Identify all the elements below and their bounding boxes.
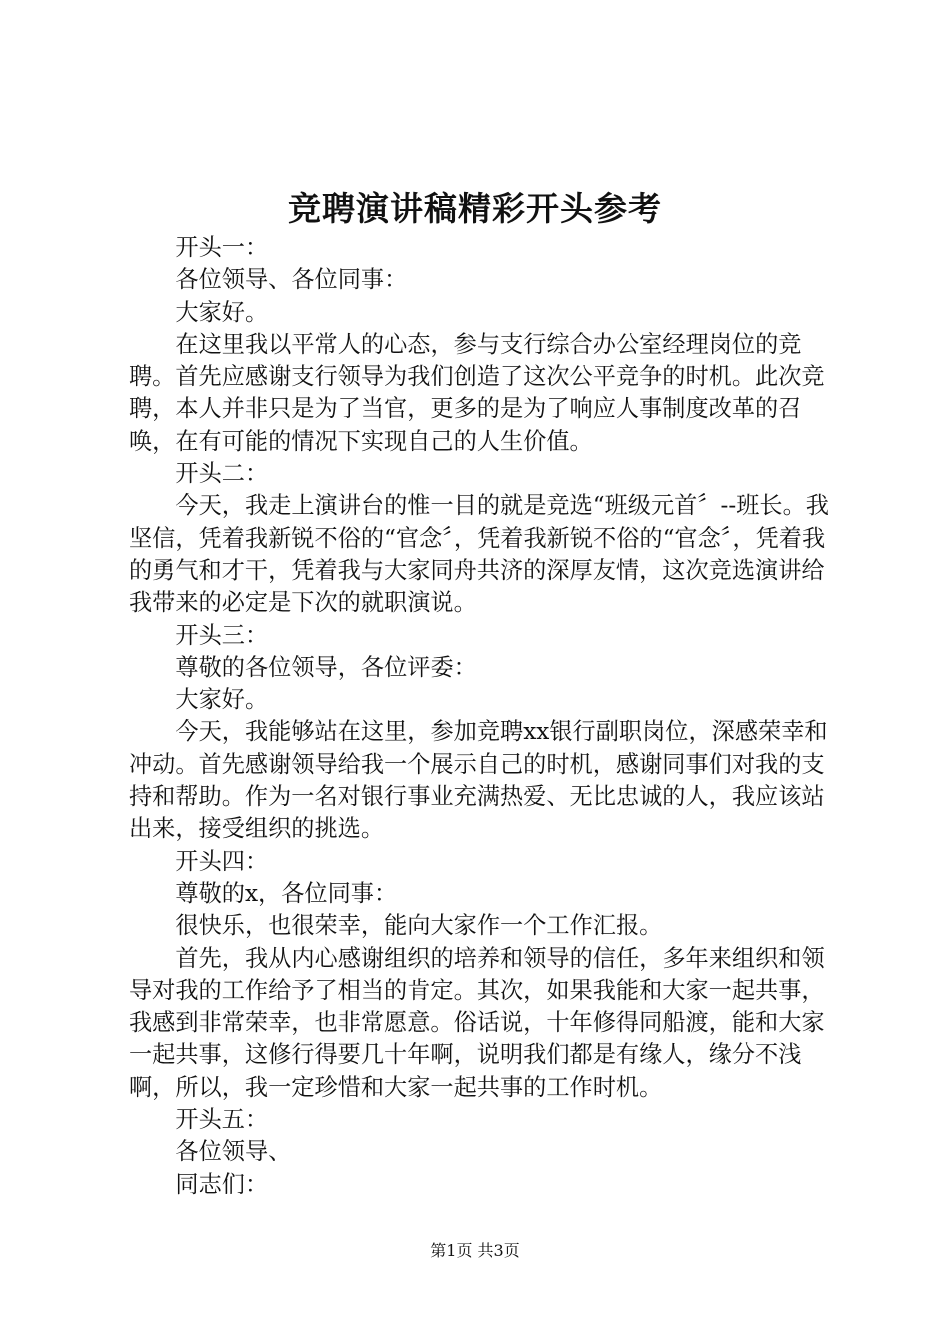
document-body — [129, 232, 835, 1201]
paragraph: 开头五： — [175, 1106, 269, 1134]
paragraph: 尊敬的各位领导，各位评委： — [175, 653, 477, 681]
page-footer: 第1页 共3页 — [430, 1241, 520, 1260]
paragraph: 大家好。 — [175, 686, 269, 714]
paragraph: 今天，我能够站在这里，参加竞聘xx银行副职岗位，深感荣幸和冲动。首先感谢领导给我一个展示自己的时机，感谢同事们对我的支持和帮助。作为一名对银行事业充满热爱、无比忠诚的人，我应该站出来，接受组织的挑选。 — [129, 718, 828, 843]
paragraph: 尊敬的x，各位同事： — [175, 879, 398, 907]
paragraph: 首先，我从内心感谢组织的培养和领导的信任，多年来组织和领导对我的工作给予了相当的肯定。其次，如果我能和大家一起共事，我感到非常荣幸，也非常愿意。俗话说，十年修得同船渡，能和大家一起共事，这修行得要几十年啊，说明我们都是有缘人，缘分不浅啊，所以，我一定珍惜和大家一起共事的工作时机。 — [129, 944, 825, 1101]
paragraph: 开头四： — [175, 847, 269, 875]
paragraph: 开头三： — [175, 621, 269, 649]
paragraph: 在这里我以平常人的心态，参与支行综合办公室经理岗位的竞聘。首先应感谢支行领导为我们创造了这次公平竞争的时机。此次竞聘，本人并非只是为了当官，更多的是为了响应人事制度改革的召唤，在有可能的情况下实现自己的人生价值。 — [129, 330, 825, 455]
paragraph: 各位领导、 — [175, 1138, 292, 1166]
paragraph: 同志们： — [175, 1170, 269, 1198]
paragraph: 开头二： — [175, 460, 269, 488]
paragraph: 各位领导、各位同事： — [175, 266, 408, 294]
paragraph: 大家好。 — [175, 298, 269, 326]
paragraph: 开头一： — [175, 234, 269, 261]
document-title: 竞聘演讲稿精彩开头参考 — [288, 189, 662, 228]
paragraph: 今天，我走上演讲台的惟一目的就是竞选“班级元首〞--班长。我坚信，凭着我新锐不俗的“官念〞，凭着我新锐不俗的“官念〞，凭着我的勇气和才干，凭着我与大家同舟共济的深厚友情，这次竞选演讲给我带来的必定是下次的就职演说。 — [129, 492, 829, 617]
paragraph: 很快乐，也很荣幸，能向大家作一个工作汇报。 — [175, 912, 663, 940]
